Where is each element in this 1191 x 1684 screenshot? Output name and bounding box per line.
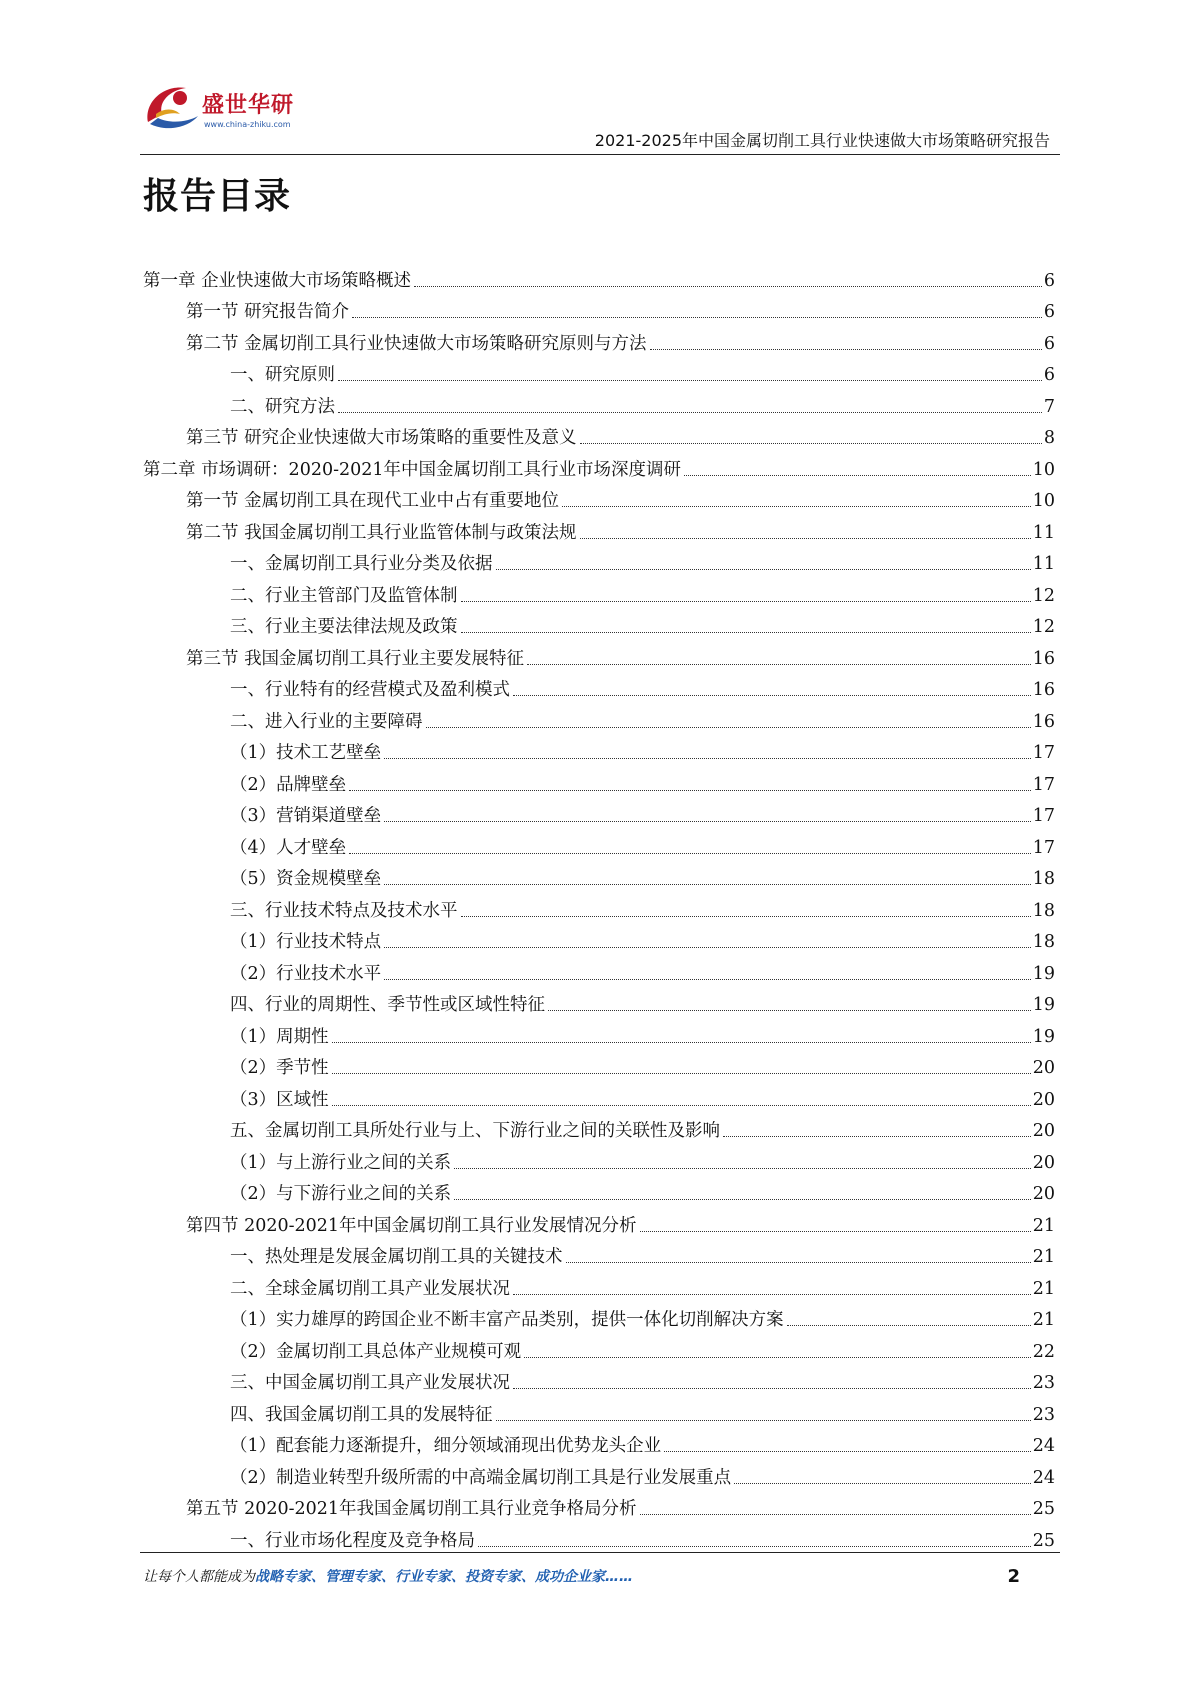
toc-entry-page: 16	[1032, 648, 1055, 669]
toc-entry[interactable]	[143, 986, 1055, 1018]
toc-dot-leader	[461, 632, 1031, 633]
toc-entry[interactable]	[143, 923, 1055, 955]
toc-dot-leader	[496, 1420, 1031, 1421]
toc-entry[interactable]	[143, 419, 1055, 451]
toc-entry[interactable]	[143, 1238, 1055, 1270]
toc-dot-leader	[650, 349, 1042, 350]
toc-entry[interactable]	[143, 1269, 1055, 1301]
toc-entry[interactable]	[143, 576, 1055, 608]
toc-entry[interactable]	[143, 797, 1055, 829]
toc-entry-title: 四、行业的周期性、季节性或区域性特征	[230, 995, 545, 1015]
toc-entry[interactable]	[143, 702, 1055, 734]
toc-dot-leader	[562, 506, 1031, 507]
toc-entry-title: 三、行业主要法律法规及政策	[230, 617, 458, 637]
toc-dot-leader	[332, 1042, 1031, 1043]
toc-dot-leader	[414, 286, 1042, 287]
toc-entry[interactable]	[143, 639, 1055, 671]
toc-entry-page: 16	[1032, 680, 1055, 700]
toc-entry-title: （1）实力雄厚的跨国企业不断丰富产品类别，提供一体化切削解决方案	[230, 1310, 784, 1330]
toc-entry[interactable]	[143, 324, 1055, 356]
toc-entry-title: 二、进入行业的主要障碍	[230, 711, 423, 732]
toc-entry-title: 三、中国金属切削工具产业发展状况	[230, 1373, 510, 1393]
toc-entry[interactable]	[143, 1175, 1055, 1207]
toc-entry-page: 19	[1032, 963, 1055, 984]
toc-dot-leader	[496, 569, 1031, 570]
header-divider	[140, 154, 1060, 155]
toc-entry-title: （4）人才壁垒	[230, 837, 347, 858]
toc-dot-leader	[349, 790, 1031, 791]
toc-entry-page: 12	[1032, 585, 1055, 606]
toc-dot-leader	[461, 601, 1031, 602]
toc-dot-leader	[332, 1073, 1031, 1074]
toc-dot-leader	[566, 1262, 1031, 1263]
logo-swirl-icon	[140, 78, 204, 138]
toc-dot-leader	[640, 1231, 1031, 1232]
toc-entry-title: 第一章 企业快速做大市场策略概述	[143, 270, 412, 291]
toc-entry-title: 一、金属切削工具行业分类及依据	[230, 554, 493, 574]
toc-entry[interactable]	[143, 293, 1055, 325]
toc-dot-leader	[384, 758, 1031, 759]
toc-entry-title: 五、金属切削工具所处行业与上、下游行业之间的关联性及影响	[230, 1121, 720, 1141]
toc-dot-leader	[332, 1105, 1031, 1106]
toc-entry-title: 一、研究原则	[230, 365, 335, 385]
toc-entry-title: 第三节 我国金属切削工具行业主要发展特征	[186, 648, 525, 669]
toc-entry-title: （3）区域性	[230, 1089, 329, 1110]
toc-entry[interactable]	[143, 1521, 1055, 1553]
toc-dot-leader	[338, 412, 1042, 413]
footer-divider	[140, 1552, 1060, 1553]
toc-entry-title: （2）行业技术水平	[230, 963, 382, 984]
toc-entry-page: 11	[1032, 554, 1055, 574]
toc-dot-leader	[548, 1010, 1031, 1011]
toc-dot-leader	[787, 1325, 1031, 1326]
toc-entry[interactable]	[143, 1206, 1055, 1238]
toc-entry-title: （2）金属切削工具总体产业规模可观	[230, 1341, 522, 1362]
toc-entry-page: 20	[1032, 1152, 1055, 1173]
toc-entry-title: （2）品牌壁垒	[230, 774, 347, 795]
toc-entry-title: 三、行业技术特点及技术水平	[230, 900, 458, 921]
toc-entry-page: 25	[1032, 1499, 1055, 1519]
toc-entry-page: 20	[1032, 1089, 1055, 1110]
toc-entry-title: 第五节 2020-2021年我国金属切削工具行业竞争格局分析	[186, 1499, 637, 1519]
company-logo	[140, 78, 320, 148]
toc-dot-leader	[338, 380, 1042, 381]
toc-entry-page: 19	[1032, 1026, 1055, 1047]
toc-entry-title: （1）技术工艺壁垒	[230, 743, 382, 763]
toc-entry[interactable]	[143, 1332, 1055, 1364]
logo-url: www.china-zhiku.com	[204, 120, 291, 129]
toc-entry-page: 12	[1032, 617, 1055, 637]
toc-entry[interactable]	[143, 1301, 1055, 1333]
toc-entry[interactable]	[143, 1112, 1055, 1144]
toc-dot-leader	[664, 1451, 1031, 1452]
toc-entry-page: 23	[1032, 1404, 1055, 1425]
toc-entry-page: 24	[1032, 1467, 1055, 1488]
toc-entry-page: 18	[1032, 932, 1055, 952]
toc-entry-page: 8	[1043, 428, 1055, 448]
toc-entry[interactable]	[143, 671, 1055, 703]
toc-entry[interactable]	[143, 954, 1055, 986]
toc-dot-leader	[454, 1199, 1031, 1200]
toc-entry-page: 19	[1032, 995, 1055, 1015]
toc-entry-page: 21	[1032, 1278, 1055, 1299]
toc-entry[interactable]	[143, 608, 1055, 640]
toc-dot-leader	[524, 1357, 1031, 1358]
toc-entry-page: 7	[1043, 396, 1055, 417]
toc-entry-page: 17	[1032, 774, 1055, 795]
toc-entry-title: （1）配套能力逐渐提升，细分领域涌现出优势龙头企业	[230, 1436, 662, 1456]
toc-entry[interactable]	[143, 387, 1055, 419]
toc-dot-leader	[352, 317, 1042, 318]
toc-entry-title: 一、行业特有的经营模式及盈利模式	[230, 680, 510, 700]
toc-entry-title: 四、我国金属切削工具的发展特征	[230, 1404, 493, 1425]
toc-entry[interactable]	[143, 891, 1055, 923]
toc-entry-page: 21	[1032, 1215, 1055, 1236]
toc-entry-page: 18	[1032, 900, 1055, 921]
toc-entry-title: 一、行业市场化程度及竞争格局	[230, 1530, 475, 1551]
toc-dot-leader	[513, 695, 1031, 696]
toc-entry-page: 20	[1032, 1058, 1055, 1078]
toc-dot-leader	[527, 664, 1031, 665]
toc-entry-title: 第四节 2020-2021年中国金属切削工具行业发展情况分析	[186, 1215, 637, 1236]
toc-entry-page: 6	[1043, 302, 1055, 322]
toc-dot-leader	[384, 821, 1031, 822]
toc-entry[interactable]	[143, 1458, 1055, 1490]
toc-entry-page: 22	[1032, 1341, 1055, 1362]
toc-entry-title: 二、全球金属切削工具产业发展状况	[230, 1278, 510, 1299]
toc-entry-page: 20	[1032, 1121, 1055, 1141]
toc-dot-leader	[723, 1136, 1031, 1137]
toc-dot-leader	[734, 1483, 1031, 1484]
toc-entry-page: 6	[1043, 365, 1055, 385]
toc-entry-page: 16	[1032, 711, 1055, 732]
toc-entry[interactable]	[143, 1143, 1055, 1175]
toc-dot-leader	[580, 538, 1031, 539]
toc-entry[interactable]	[143, 1395, 1055, 1427]
toc-entry-page: 18	[1032, 869, 1055, 889]
toc-entry-page: 17	[1032, 837, 1055, 858]
toc-entry[interactable]	[143, 1049, 1055, 1081]
toc-entry-page: 6	[1043, 333, 1055, 354]
toc-entry-title: 第三节 研究企业快速做大市场策略的重要性及意义	[186, 428, 577, 448]
toc-entry-title: （5）资金规模壁垒	[230, 869, 382, 889]
toc-entry[interactable]	[143, 828, 1055, 860]
report-title: 2021-2025年中国金属切削工具行业快速做大市场策略研究报告	[594, 131, 1050, 150]
toc-entry[interactable]	[143, 1017, 1055, 1049]
toc-entry-title: 第二节 我国金属切削工具行业监管体制与政策法规	[186, 522, 577, 543]
toc-dot-leader	[454, 1168, 1031, 1169]
toc-entry-title: 第一节 研究报告简介	[186, 302, 350, 322]
page-title: 报告目录	[143, 176, 292, 217]
toc-entry[interactable]	[143, 482, 1055, 514]
toc-entry-title: 二、研究方法	[230, 396, 335, 417]
toc-entry-title: 第一节 金属切削工具在现代工业中占有重要地位	[186, 491, 560, 511]
toc-dot-leader	[478, 1546, 1031, 1547]
toc-dot-leader	[384, 979, 1031, 980]
toc-entry[interactable]	[143, 734, 1055, 766]
toc-dot-leader	[349, 853, 1031, 854]
toc-entry-title: （1）行业技术特点	[230, 932, 382, 952]
toc-entry-page: 25	[1032, 1530, 1055, 1551]
toc-dot-leader	[426, 727, 1031, 728]
toc-entry-title: 第二章 市场调研：2020-2021年中国金属切削工具行业市场深度调研	[143, 459, 682, 480]
toc-entry[interactable]	[143, 545, 1055, 577]
toc-entry-title: （2）制造业转型升级所需的中高端金属切削工具是行业发展重点	[230, 1467, 732, 1488]
toc-entry-title: （2）季节性	[230, 1058, 329, 1078]
toc-dot-leader	[384, 947, 1031, 948]
toc-dot-leader	[513, 1294, 1031, 1295]
toc-entry-page: 17	[1032, 806, 1055, 826]
toc-entry-title: （2）与下游行业之间的关系	[230, 1184, 452, 1204]
toc-entry[interactable]	[143, 513, 1055, 545]
page-header	[140, 78, 1060, 158]
toc-dot-leader	[513, 1388, 1031, 1389]
toc-entry-title: 第二节 金属切削工具行业快速做大市场策略研究原则与方法	[186, 333, 647, 354]
toc-entry[interactable]	[143, 860, 1055, 892]
toc-entry-title: （3）营销渠道壁垒	[230, 806, 382, 826]
page-number: 2	[1007, 1566, 1020, 1587]
logo-name: 盛世华研	[202, 93, 295, 118]
page-footer	[143, 1566, 1060, 1590]
toc-dot-leader	[384, 884, 1031, 885]
toc-entry-title: 一、热处理是发展金属切削工具的关键技术	[230, 1247, 563, 1267]
toc-entry-page: 24	[1032, 1436, 1055, 1456]
footer-slogan-roles: 战略专家、管理专家、行业专家、投资专家、成功企业家……	[255, 1569, 633, 1585]
toc-entry[interactable]	[143, 1364, 1055, 1396]
toc-entry-title: 二、行业主管部门及监管体制	[230, 585, 458, 606]
toc-entry[interactable]	[143, 450, 1055, 482]
footer-slogan-prefix: 让每个人都能成为	[143, 1569, 255, 1585]
toc-entry-page: 10	[1032, 491, 1055, 511]
toc-entry[interactable]	[143, 261, 1055, 293]
toc-dot-leader	[580, 443, 1042, 444]
toc-entry[interactable]	[143, 1490, 1055, 1522]
toc-dot-leader	[461, 916, 1031, 917]
toc-entry[interactable]	[143, 765, 1055, 797]
toc-entry-page: 10	[1032, 459, 1055, 480]
toc-entry-page: 20	[1032, 1184, 1055, 1204]
toc-entry-title: （1）周期性	[230, 1026, 329, 1047]
toc-dot-leader	[684, 475, 1031, 476]
toc-entry[interactable]	[143, 356, 1055, 388]
toc-entry-page: 11	[1032, 522, 1055, 543]
toc-entry[interactable]	[143, 1427, 1055, 1459]
toc-entry-title: （1）与上游行业之间的关系	[230, 1152, 452, 1173]
toc-entry[interactable]	[143, 1080, 1055, 1112]
toc-entry-page: 17	[1032, 743, 1055, 763]
toc-entry-page: 6	[1043, 270, 1055, 291]
toc-entry-page: 21	[1032, 1247, 1055, 1267]
table-of-contents	[143, 261, 1055, 1553]
toc-entry-page: 23	[1032, 1373, 1055, 1393]
toc-entry-page: 21	[1032, 1310, 1055, 1330]
toc-dot-leader	[640, 1514, 1031, 1515]
